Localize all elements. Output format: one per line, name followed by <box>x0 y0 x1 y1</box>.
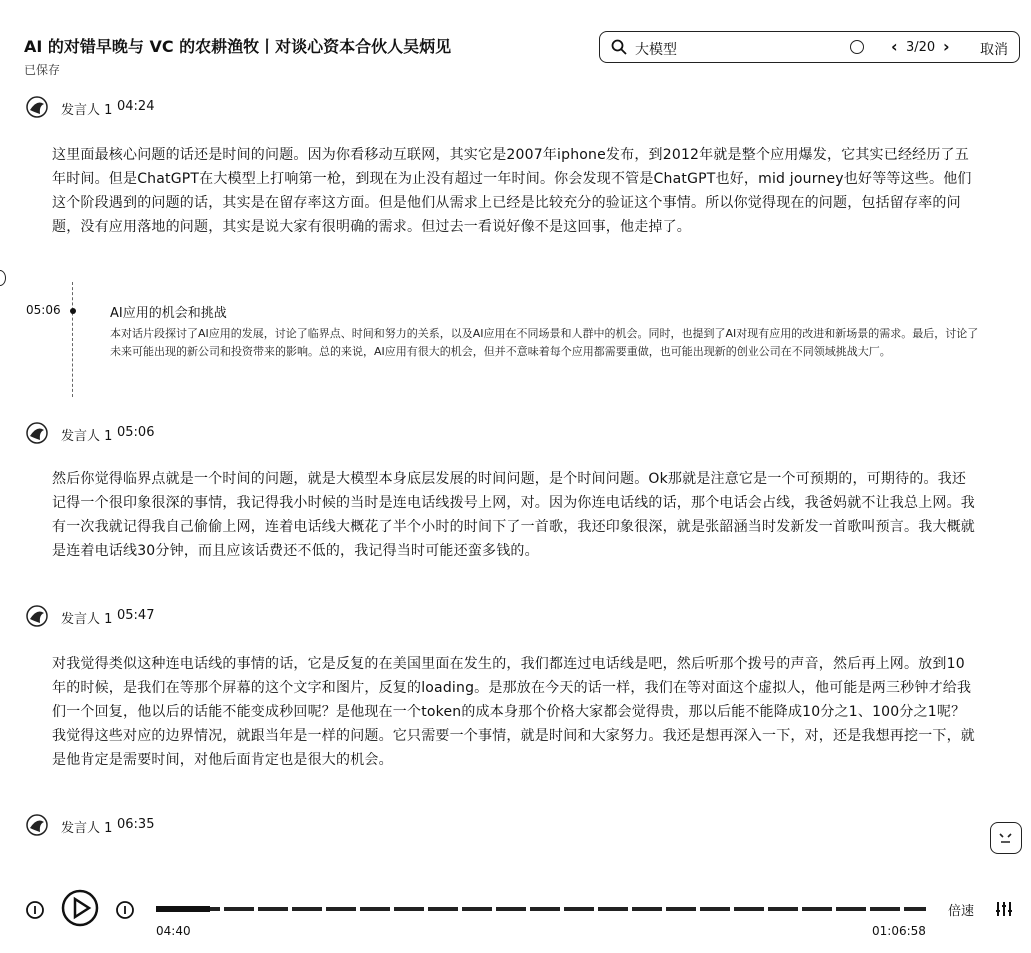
speaker-name: 发言人 1 <box>61 429 113 444</box>
chapter-summary: 本对话片段探讨了AI应用的发展，讨论了临界点、时间和努力的关系，以及AI应用在不同场景和人群中的机会。同时，也提到了AI对现有应用的改进和新场景的需求。最后，讨论了未来可能出现的新公司和投资带来的影响。总的来说，AI应用有很大的机会，但并不意味着每个应用都需要重做，也可能出现新的创业公司在不同领域挑战大厂。 <box>110 327 979 358</box>
chevron-left-icon[interactable]: ‹ <box>891 37 898 56</box>
speaker-name: 发言人 1 <box>61 103 113 118</box>
forward-icon[interactable] <box>115 900 135 920</box>
transcript-paragraph: 对我觉得类似这种连电话线的事情的话，它是反复的在美国里面在发生的，我们都连过电话线是吧，然后听那个拨号的声音，然后再上网。放到10年的时候，是我们在等那个屏幕的这个文字和图片，反复的loading。是那放在今天的话一样，我们在等对面这个虚拟人，他可能是两三秒钟才给我们一个回复，他以后的话能不能变成秒回呢？是他现在一个token的成本身那个价格大家都会觉得贵，那以后能不能降成10分之1、100分之1呢？我觉得这些对应的边界情况，就跟当年是一样的问题。它只需要一个事情，就是时间和大家努力。我还是想再深入一下，对，还是我想再挖一下，就是他肯定是需要时间，对他后面肯定也是很大的机会。 <box>52 656 975 768</box>
transcript-paragraph: 这里面最核心问题的话还是时间的问题。因为你看移动互联网，其实它是2007年iphone发布，到2012年就是整个应用爆发，它其实已经经历了五年时间。但是ChatGPT在大模型上打响第一枪，到现在为止没有超过一年时间。你会发现不管是ChatGPT也好，mid journey也好等等这些。他们这个阶段遇到的问题的话，其实是在留存率这方面。但是他们从需求上已经是比较充分的验证这个事情。所以你觉得现在的问题，包括留存率的问题，没有应用落地的问题，其实是说大家有很明确的需求。但过去一看说好像不是这回事，他走掉了。 <box>52 147 972 235</box>
avatar <box>26 814 48 836</box>
total-time: 01:06:58 <box>872 924 926 938</box>
rewind-icon[interactable] <box>25 900 45 920</box>
search-icon <box>611 39 627 55</box>
avatar <box>26 605 48 627</box>
chevron-right-icon[interactable]: › <box>943 37 950 56</box>
page-title: AI 的对错早晚与 VC 的农耕渔牧丨对谈心资本合伙人吴炳见 <box>24 37 452 56</box>
ai-assistant-icon[interactable] <box>990 822 1022 854</box>
speed-button[interactable]: 倍速 <box>948 904 975 919</box>
avatar <box>26 422 48 444</box>
search-input[interactable]: 大模型 <box>635 42 677 58</box>
avatar <box>26 96 48 118</box>
progress-bar[interactable] <box>156 907 926 911</box>
transcript-paragraph: 然后你觉得临界点就是一个时间的问题，就是大模型本身底层发展的时间问题，是个时间问题。Ok那就是注意它是一个可预期的，可期待的。我还记得一个很印象很深的事情，我记得我小时候的当时是连电话线拨号上网，对。因为你连电话线的话，那个电话会占线，我爸妈就不让我总上网。我有一次我就记得我自己偷偷上网，连着电话线大概花了半个小时的时间下了一首歌，我还印象很深，就是张韶涵当时发新发一首歌叫预言。我大概就是连着电话线30分钟，而且应该话费还不低的，我记得当时可能还蛮多钱的。 <box>52 471 975 559</box>
save-status: 已保存 <box>24 63 61 77</box>
current-time: 04:40 <box>156 924 191 938</box>
side-handle-icon[interactable] <box>0 270 6 286</box>
search-result-count: 3/20 <box>906 40 936 55</box>
speaker-name: 发言人 1 <box>61 821 113 836</box>
chapter-dot-icon <box>70 308 76 314</box>
speaker-name: 发言人 1 <box>61 612 113 627</box>
chapter-divider <box>72 282 73 397</box>
speaker-timestamp[interactable]: 05:47 <box>117 608 155 623</box>
equalizer-icon[interactable] <box>995 900 1013 918</box>
progress-fill <box>156 906 210 912</box>
speaker-timestamp[interactable]: 04:24 <box>117 99 155 114</box>
chapter-title: AI应用的机会和挑战 <box>110 306 227 321</box>
chapter-time[interactable]: 05:06 <box>26 303 61 317</box>
speaker-timestamp[interactable]: 05:06 <box>117 425 155 440</box>
play-icon[interactable] <box>60 888 100 928</box>
speaker-timestamp[interactable]: 06:35 <box>117 817 155 832</box>
clear-icon[interactable] <box>850 40 864 54</box>
search-bar[interactable] <box>599 31 1020 63</box>
cancel-button[interactable]: 取消 <box>980 42 1008 58</box>
